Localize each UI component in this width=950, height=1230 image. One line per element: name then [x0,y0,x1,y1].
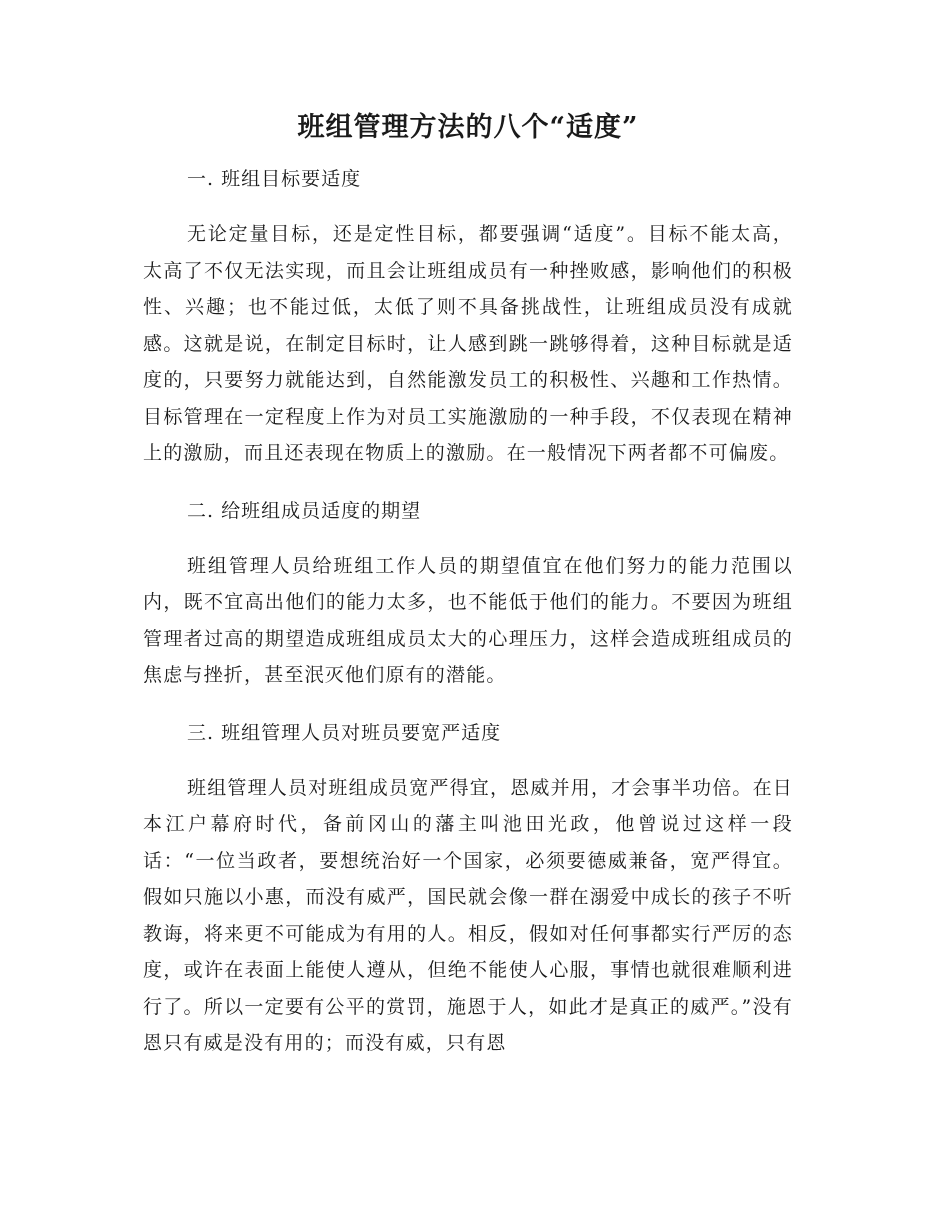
section-1 [143,162,793,472]
section-body: 班组管理人员给班组工作人员的期望值宜在他们努力的能力范围以内，既不宜高出他们的能力太多，也不能低于他们的能力。不要因为班组管理者过高的期望造成班组成员太大的心理压力，这样会造成班组成员的焦虑与挫折，甚至泯灭他们原有的潜能。 [143,554,793,686]
document-title: 班组管理方法的八个“适度” [297,112,639,143]
section-2 [143,494,793,694]
section-3 [143,716,793,1062]
section-heading: 三. 班组管理人员对班员要宽严适度 [187,721,502,744]
section-heading: 二. 给班组成员适度的期望 [187,499,422,522]
document-page [143,108,793,1084]
section-body: 无论定量目标，还是定性目标，都要强调“适度”。目标不能太高，太高了不仅无法实现，而且会让班组成员有一种挫败感，影响他们的积极性、兴趣；也不能过低，太低了则不具备挑战性，让班组成员没有成就感。这就是说，在制定目标时，让人感到跳一跳够得着，这种目标就是适度的，只要努力就能达到，自然能激发员工的积极性、兴趣和工作热情。目标管理在一定程度上作为对员工实施激励的一种手段，不仅表现在精神上的激励，而且还表现在物质上的激励。在一般情况下两者都不可偏废。 [143,223,793,464]
section-body: 班组管理人员对班组成员宽严得宜，恩威并用，才会事半功倍。在日本江户幕府时代，备前冈山的藩主叫池田光政，他曾说过这样一段话：“一位当政者，要想统治好一个国家，必须要德威兼备，宽严得宜。假如只施以小惠，而没有威严，国民就会像一群在溺爱中成长的孩子不听教诲，将来更不可能成为有用的人。相反，假如对任何事都实行严厉的态度，或许在表面上能使人遵从，但绝不能使人心服，事情也就很难顺利进行了。所以一定要有公平的赏罚，施恩于人，如此才是真正的威严。”没有恩只有威是没有用的；而没有威，只有恩 [143,776,794,1054]
section-heading: 一. 班组目标要适度 [187,168,362,190]
